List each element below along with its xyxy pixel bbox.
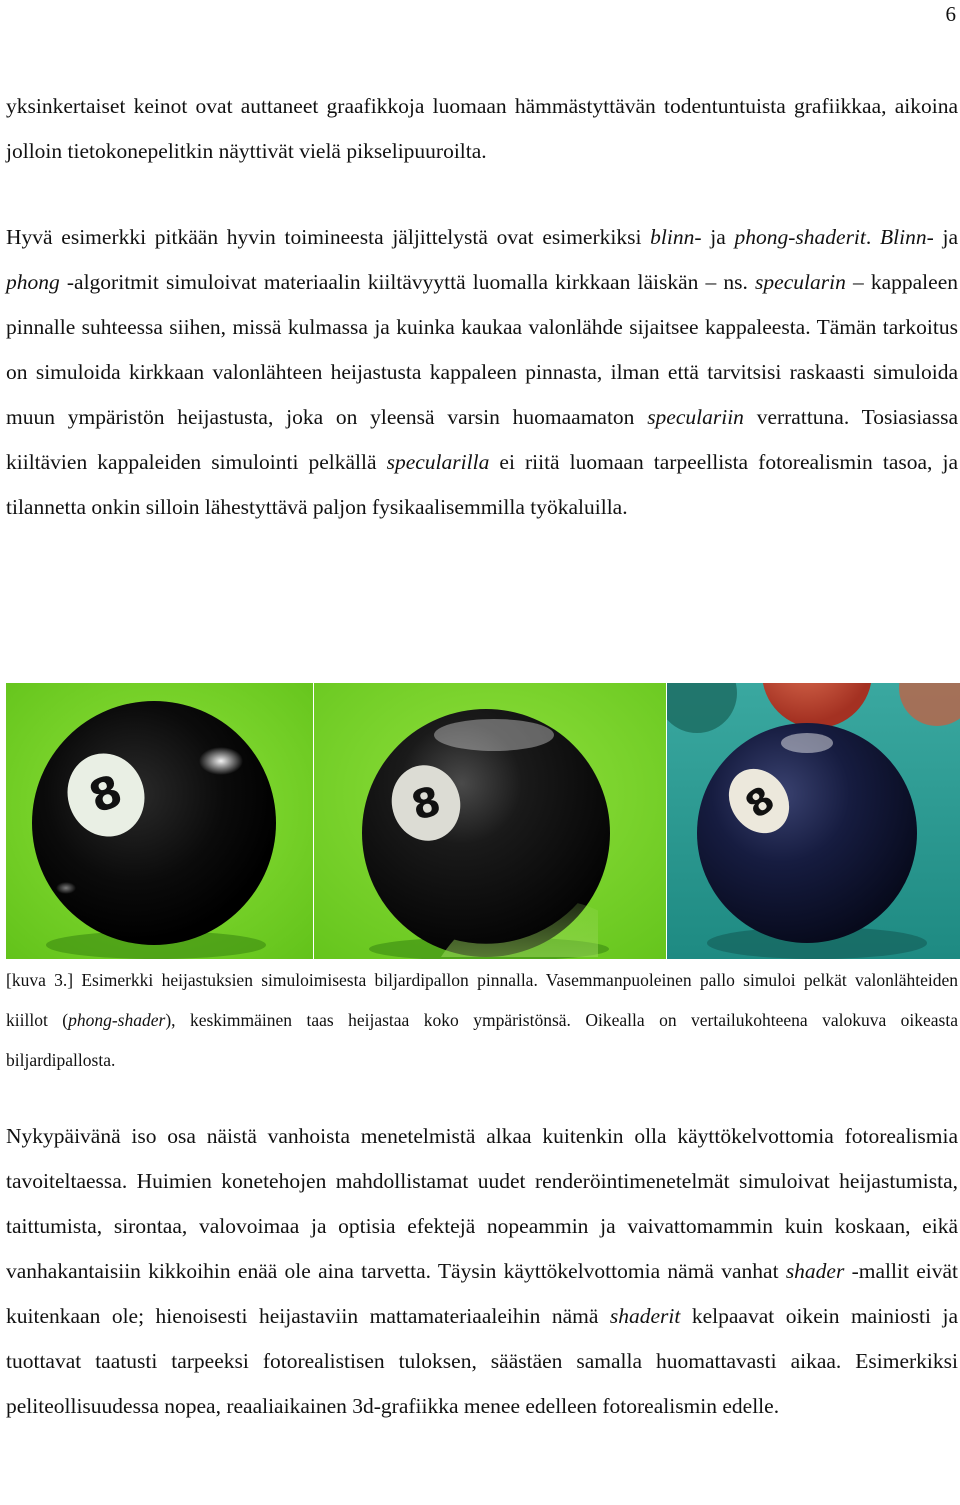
text-run: ja	[933, 225, 958, 249]
ball-numeral: 8	[406, 778, 446, 830]
italic-term: shader	[785, 1259, 845, 1283]
text-run: – kappaleen pinnalle suhteessa siihen, missä kulmassa ja kuinka kaukaa valonlähde sijaitsee kappaleesta. Tämän tarkoitus on simuloida kirkkaan valonlähteen heijastusta kappaleen pinnasta, ilman että tarvitsisi raskaasti simuloida muun ympäristön heijastusta, joka on yleensä varsin huomaamaton	[6, 270, 958, 429]
text-run: kelpaavat oikein mainiosti ja tuottavat taatusti tarpeeksi fotorealistisen tuloksen, säästäen samalla huomattavasti aikaa. Esimerkiksi peliteollisuudessa nopea, reaaliaikainen 3d-grafiikka menee edelleen fotorealismin edelle.	[6, 1304, 958, 1418]
italic-term: speculariin	[647, 405, 744, 429]
paragraph-intro	[6, 84, 958, 174]
italic-term: phong-shader	[68, 1010, 166, 1030]
text-run: ja	[701, 225, 735, 249]
italic-term: blinn-	[650, 225, 702, 249]
italic-term: Blinn-	[880, 225, 934, 249]
text-run: Hyvä esimerkki pitkään hyvin toimineesta jäljittelystä ovat esimerkiksi	[6, 225, 651, 249]
text-run: .	[865, 225, 880, 249]
text-run: -mallit eivät kuitenkaan ole; hienoisesti heijastaviin mattamateriaaleihin nämä	[6, 1259, 958, 1328]
page-number: 6	[945, 2, 956, 26]
figure-caption	[6, 960, 958, 1080]
italic-term: specularin	[755, 270, 846, 294]
billiard-ball-figure	[6, 683, 960, 959]
paragraph-shaders	[6, 215, 958, 530]
italic-term: phong	[6, 270, 60, 294]
text-run: ), keskimmäinen taas heijastaa koko ympäristönsä. Oikealla on vertailukohteena valokuva oikeasta biljardipallosta.	[6, 1010, 958, 1070]
text-run: Nykypäivänä iso osa näistä vanhoista menetelmistä alkaa kuitenkin olla käyttökelvottomia fotorealismia tavoiteltaessa. Huimien konetehojen mahdollistamat uudet renderöintimenetelmät simuloivat heijastumista, taittumista, sirontaa, valovoimaa ja optisia efektejä nopeammin ja vaivattomammin kuin koskaan, eikä vanhakantaisiin kikkoihin enää ole aina tarvetta. Täysin käyttökelvottomia nämä vanhat	[6, 1124, 958, 1283]
reflection-ball-image	[314, 683, 666, 959]
text-run: [kuva 3.] Esimerkki heijastuksien simuloimisesta biljardipallon pinnalla. Vasemmanpuoleinen pallo simuloi pelkät valonlähteiden kiillot (	[6, 970, 958, 1030]
ball-numeral: 8	[82, 765, 129, 824]
text-run: -algoritmit simuloivat materiaalin kiiltävyyttä luomalla kirkkaan läiskän – ns.	[59, 270, 756, 294]
italic-term: phong-shaderit	[734, 225, 866, 249]
paragraph-intro-text: yksinkertaiset keinot ovat auttaneet graafikkoja luomaan hämmästyttävän todentuntuista grafiikkaa, aikoina jolloin tietokonepelitkin näyttivät vielä pikselipuuroilta.	[6, 94, 958, 163]
real-ball-photo	[667, 683, 960, 959]
italic-term: shaderit	[609, 1304, 681, 1328]
italic-term: specularilla	[386, 450, 490, 474]
text-run: ei riitä luomaan tarpeellista fotorealismin tasoa, ja tilannetta onkin silloin lähestyttävä paljon fysikaalisemmilla työkaluilla.	[6, 450, 958, 519]
text-run: verrattuna. Tosiasiassa kiiltävien kappaleiden simulointi pelkällä	[6, 405, 958, 474]
ball-numeral: 8	[738, 779, 783, 828]
phong-shader-ball-image	[6, 683, 313, 959]
paragraph-modern-methods	[6, 1114, 958, 1429]
